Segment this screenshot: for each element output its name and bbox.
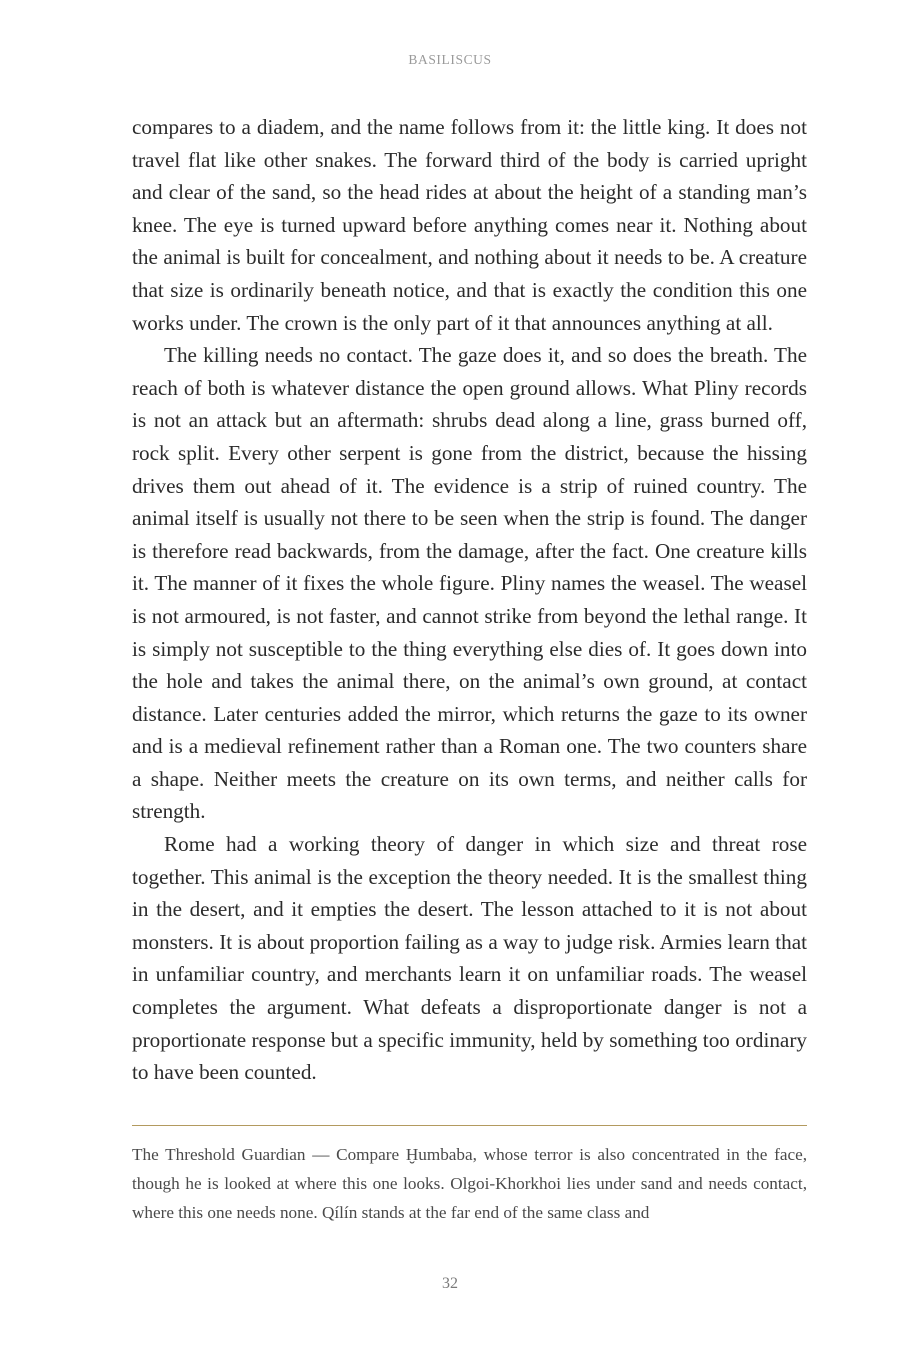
paragraph: The killing needs no contact. The gaze does it, and so does the breath. The reach of both is whatever distance the open ground allows. What Pliny records is not an attack but an aftermath: shrubs dead along a line, grass burned off, rock split. Every other serpent is gone from the district, because the hissing drives them out ahead of it. The evidence is a strip of ruined country. The animal itself is usually not there to be seen when the strip is found. The danger is therefore read backwards, from the damage, after the fact. One creature kills it. The manner of it fixes the whole figure. Pliny names the weasel. The weasel is not armoured, is not faster, and cannot strike from beyond the lethal range. It is simply not susceptible to the thing everything else dies of. It goes down into the hole and takes the animal there, on the animal’s own ground, at contact distance. Later centuries added the mirror, which returns the gaze to its owner and is a medieval refinement rather than a Roman one. The two counters share a shape. Neither meets the creature on its own terms, and neither calls for strength.	[132, 343, 807, 824]
paragraph-continued: compares to a diadem, and the name follows from it: the little king. It does not travel flat like other snakes. The forward third of the body is carried upright and clear of the sand, so the head rides at about the height of a standing man’s knee. The eye is turned upward before anything comes near it. Nothing about the animal is built for concealment, and nothing about it needs to be. A creature that size is ordinarily beneath notice, and that is exactly the condition this one works under. The crown is the only part of it that announces anything at all.	[132, 115, 807, 335]
footnote-divider	[132, 1125, 807, 1126]
footnote: The Threshold Guardian — Compare Ḫumbaba, whose terror is also concentrated in the face, though he is looked at where this one looks. Olgoi-Khorkhoi lies under sand and needs contact, where this one needs none. Qílín stands at the far end of the same class and	[132, 1145, 807, 1222]
running-head: BASILISCUS	[408, 52, 492, 67]
page-number: 32	[442, 1275, 458, 1292]
body-text	[132, 111, 807, 1089]
paragraph: Rome had a working theory of danger in which size and threat rose together. This animal is the exception the theory needed. It is the smallest thing in the desert, and it empties the desert. The lesson attached to it is not about monsters. It is about proportion failing as a way to judge risk. Armies learn that in unfamiliar country, and merchants learn it on unfamiliar roads. The weasel completes the argument. What defeats a disproportionate danger is not a proportionate response but a specific immunity, held by something too ordinary to have been counted.	[132, 832, 807, 1085]
